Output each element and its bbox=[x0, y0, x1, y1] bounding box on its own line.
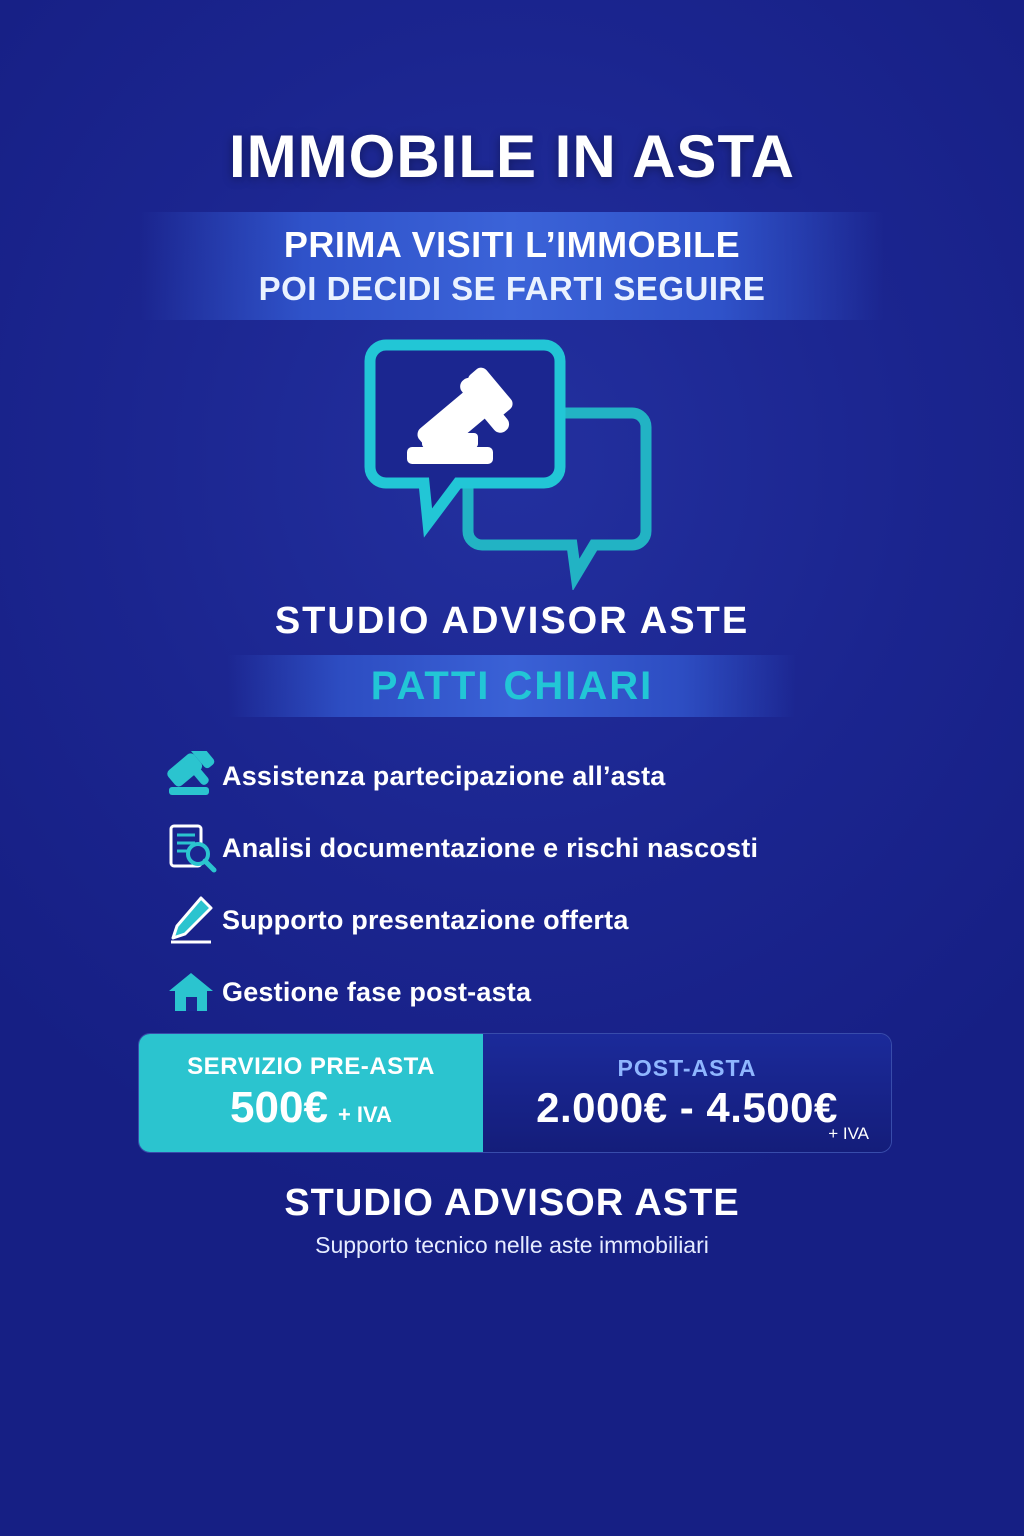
gavel-chat-bubble-icon bbox=[362, 335, 662, 590]
list-item-label: Supporto presentazione offerta bbox=[222, 904, 629, 935]
list-item bbox=[160, 956, 920, 1028]
feature-list bbox=[160, 740, 920, 1028]
footer-tagline: Supporto tecnico nelle aste immobiliari bbox=[315, 1232, 709, 1258]
subtitle-line-2: POI DECIDI SE FARTI SEGUIRE bbox=[258, 270, 766, 307]
list-item-label: Gestione fase post-asta bbox=[222, 976, 532, 1007]
house-icon bbox=[160, 964, 222, 1020]
list-item bbox=[160, 812, 920, 884]
pricing-panel bbox=[138, 1033, 892, 1153]
pricing-post-asta bbox=[483, 1034, 891, 1152]
pricing-pre-label: SERVIZIO PRE-ASTA bbox=[187, 1053, 435, 1080]
list-item bbox=[160, 884, 920, 956]
pricing-pre-asta bbox=[139, 1034, 483, 1152]
subtitle-band bbox=[140, 212, 884, 320]
document-magnifier-icon bbox=[160, 820, 222, 876]
pen-signature-icon bbox=[160, 892, 222, 948]
tagline-badge-label: PATTI CHIARI bbox=[370, 663, 654, 708]
list-item bbox=[160, 740, 920, 812]
footer-brand: STUDIO ADVISOR ASTE bbox=[284, 1182, 740, 1224]
list-item-label: Analisi documentazione e rischi nascosti bbox=[222, 832, 759, 863]
pricing-post-amount: 2.000€ - 4.500€ bbox=[536, 1083, 838, 1131]
page-title: IMMOBILE IN ASTA bbox=[229, 123, 795, 190]
tagline-badge bbox=[228, 655, 796, 717]
pricing-post-label: POST-ASTA bbox=[617, 1054, 757, 1081]
list-item-label: Assistenza partecipazione all’asta bbox=[222, 760, 666, 791]
subtitle-line-1: PRIMA VISITI L’IMMOBILE bbox=[283, 224, 741, 265]
gavel-icon bbox=[160, 748, 222, 804]
pricing-pre-vat: + IVA bbox=[337, 1102, 392, 1127]
pricing-pre-amount: 500€ bbox=[230, 1083, 328, 1132]
pricing-post-vat: + IVA bbox=[828, 1124, 869, 1143]
pricing-pre-amount-row bbox=[230, 1083, 392, 1133]
brand-name: STUDIO ADVISOR ASTE bbox=[274, 600, 750, 642]
